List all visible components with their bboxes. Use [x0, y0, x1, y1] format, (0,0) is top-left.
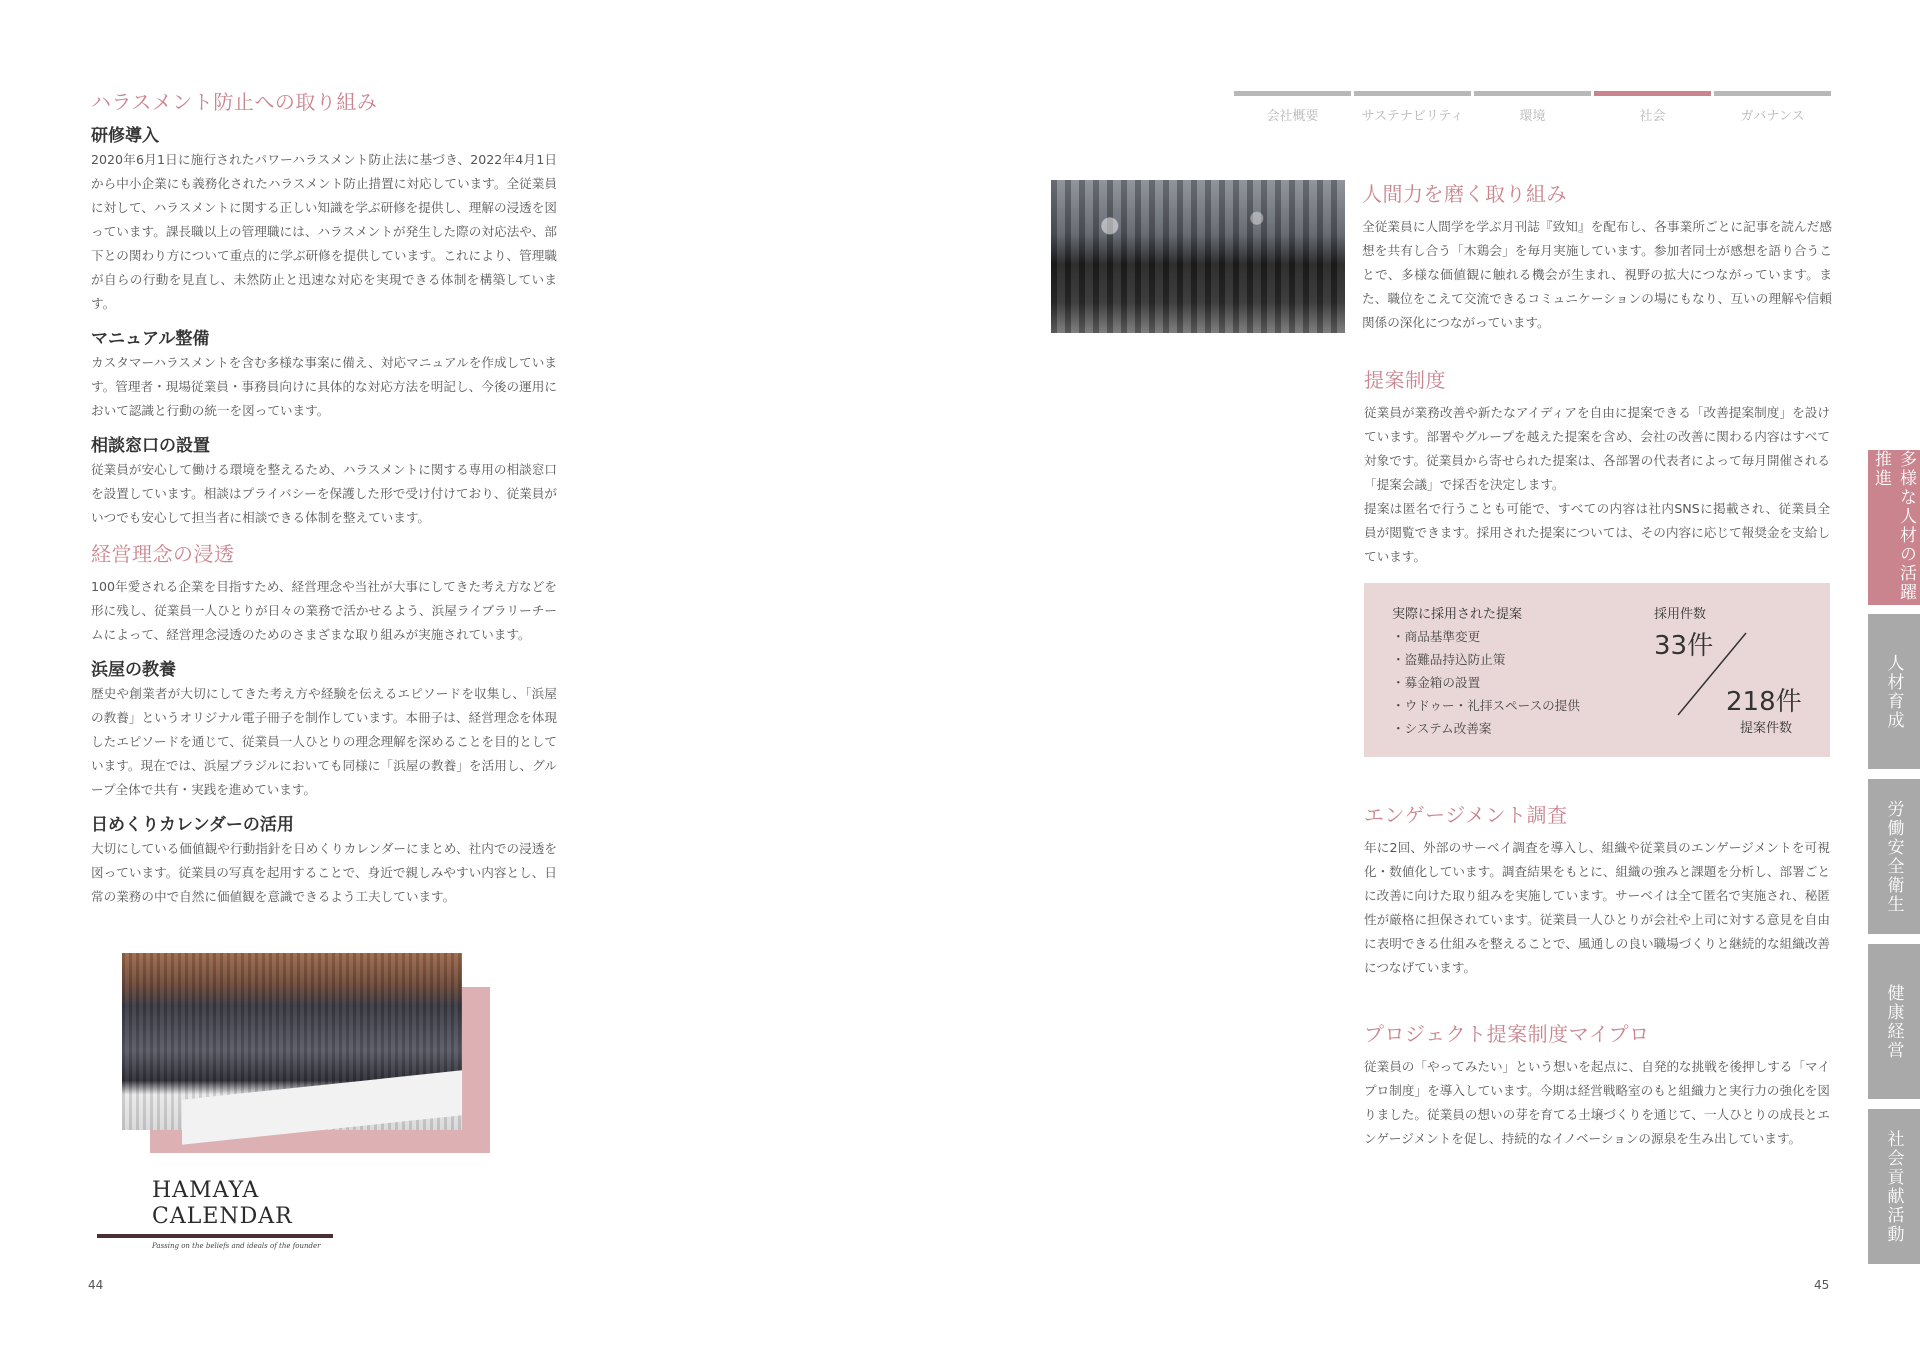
kyoyo-block [91, 655, 557, 802]
side-tab-development[interactable]: 人材育成 [1868, 614, 1920, 769]
adopted-count-value: 33件 [1654, 631, 1714, 661]
proposal-count-value: 218件 [1726, 687, 1802, 717]
philosophy-section [91, 538, 557, 909]
adopted-item: ・商品基準変更 [1392, 629, 1481, 644]
nav-tab-label: 環境 [1519, 109, 1546, 124]
nav-tab-bar [1234, 91, 1351, 96]
right-page-content [1364, 364, 1830, 1151]
adopted-list-title: 実際に採用された提案 [1392, 607, 1523, 622]
nav-tab-social[interactable] [1594, 91, 1711, 124]
proposal-title: 提案制度 [1364, 368, 1446, 392]
consult-block [91, 431, 557, 530]
training-text: 2020年6月1日に施行されたパワーハラスメント防止法に基づき、2022年4月1日から中小企業にも義務化されたハラスメント防止措置に対応しています。全従業員に対して、ハラスメントに関する正しい知識を学ぶ研修を提供し、理解の浸透を図っています。課長職以上の管理職には、ハラスメントが発生した際の対応法や、部下との関わり方について重点的に学ぶ研修を提供しています。これにより、管理職が自らの行動を見直し、未然防止と迅速な対応を実現できる体制を構築しています。 [91, 152, 558, 311]
adopted-item: ・システム改善案 [1392, 721, 1492, 736]
nav-tab-company[interactable] [1234, 91, 1351, 124]
nav-tab-sustainability[interactable] [1354, 91, 1471, 124]
calendar-text: 大切にしている価値観や行動指針を日めくりカレンダーにまとめ、社内での浸透を図っています。従業員の写真を起用することで、身近で親しみやすい内容とし、日常の業務の中で自然に価値観を意識できるよう工夫しています。 [91, 841, 557, 904]
human-text: 全従業員に人間学を学ぶ月刊誌『致知』を配布し、各事業所ごとに記事を読んだ感想を共有し合う「木鶏会」を毎月実施しています。参加者同士が感想を語り合うことで、多様な価値観に触れる機会が生まれ、視野の拡大につながっています。また、職位をこえて交流できるコミュニケーションの場にもなり、互いの理解や信頼関係の深化につながっています。 [1362, 219, 1832, 330]
nav-tab-bar [1474, 91, 1591, 96]
nav-tab-label: 会社概要 [1266, 109, 1319, 124]
calendar-heading: 日めくりカレンダーの活用 [91, 815, 294, 835]
logo-rule [97, 1234, 333, 1238]
engagement-text: 年に2回、外部のサーベイ調査を導入し、組織や従業員のエンゲージメントを可視化・数値化しています。調査結果をもとに、組織の強みと課題を分析し、部署ごとに改善に向けた取り組みを実施しています。サーベイは全て匿名で実施され、秘匿性が厳格に担保されています。従業員一人ひとりが会社や上司に対する意見を自由に表明できる仕組みを整えることで、風通しの良い職場づくりと継続的な組織改善につなげています。 [1364, 840, 1830, 975]
human-title: 人間力を磨く取り組み [1362, 182, 1567, 206]
human-section [1362, 178, 1832, 335]
kyoyo-text: 歴史や創業者が大切にしてきた考え方や経験を伝えるエピソードを収集し、「浜屋の教養」というオリジナル電子冊子を制作しています。本冊子は、経営理念を体現したエピソードを通じて、従業員一人ひとりの理念理解を深めることを目的としています。現在では、浜屋ブラジルにおいても同様に「浜屋の教養」を活用し、グループ全体で共有・実践を進めています。 [91, 686, 557, 797]
mypro-section [1364, 1018, 1830, 1151]
adopted-item: ・ウドゥー・礼拝スペースの提供 [1392, 698, 1580, 713]
mypro-title: プロジェクト提案制度マイプロ [1364, 1022, 1650, 1046]
page-number-right: 45 [1814, 1278, 1830, 1292]
left-page-content [91, 86, 557, 917]
ceremony-photo-composite [122, 953, 492, 1153]
nav-tab-environment[interactable] [1474, 91, 1591, 124]
section-nav [1234, 91, 1831, 124]
consult-heading: 相談窓口の設置 [91, 436, 210, 456]
hamaya-calendar-logo [97, 1178, 337, 1248]
nav-tab-bar [1714, 91, 1831, 96]
side-tab-safety[interactable]: 労働安全衛生 [1868, 779, 1920, 934]
consult-text: 従業員が安心して働ける環境を整えるため、ハラスメントに関する専用の相談窓口を設置しています。相談はプライバシーを保護した形で受け付けており、従業員がいつでも安心して担当者に相談できる体制を整えています。 [91, 462, 557, 525]
adopted-count-label: 採用件数 [1654, 607, 1707, 622]
nav-tab-label: サステナビリティ [1361, 109, 1464, 124]
ceremony-photo [122, 953, 462, 1130]
mypro-text: 従業員の「やってみたい」という想いを起点に、自発的な挑戦を後押しする「マイプロ制度」を導入しています。今期は経営戦略室のもと組織力と実行力の強化を図りました。従業員の想いの芽を育てる土壌づくりを通じて、一人ひとりの成長とエンゲージメントを促し、持続的なイノベーションの源泉を生み出しています。 [1364, 1059, 1830, 1146]
nav-tab-label: 社会 [1639, 109, 1666, 124]
manual-heading: マニュアル整備 [91, 329, 210, 349]
logo-line1: HAMAYA [152, 1178, 260, 1203]
kyoyo-heading: 浜屋の教養 [91, 660, 176, 680]
logo-line2: CALENDAR [152, 1204, 293, 1229]
nav-tab-bar [1594, 91, 1711, 96]
adopted-item: ・盗難品持込防止策 [1392, 652, 1506, 667]
side-tab-health[interactable]: 健康経営 [1868, 944, 1920, 1099]
nav-tab-bar [1354, 91, 1471, 96]
nav-tab-governance[interactable] [1714, 91, 1831, 124]
proposal-section [1364, 364, 1830, 757]
training-block [91, 121, 557, 316]
calendar-block [91, 810, 557, 909]
adopted-item: ・募金箱の設置 [1392, 675, 1481, 690]
harassment-title: ハラスメント防止への取り組み [91, 90, 378, 114]
side-tab-diversity[interactable]: 多様な人材の活躍推進 [1868, 450, 1920, 605]
proposal-count-label: 提案件数 [1740, 721, 1793, 736]
manual-text: カスタマーハラスメントを含む多様な事案に備え、対応マニュアルを作成しています。管理者・現場従業員・事務員向けに具体的な対応方法を明記し、今後の運用において認識と行動の統一を図っています。 [91, 355, 557, 418]
nav-tab-label: ガバナンス [1740, 109, 1805, 124]
training-heading: 研修導入 [91, 126, 159, 146]
proposal-stats-box [1364, 583, 1830, 757]
page-number-left: 44 [88, 1278, 104, 1292]
engagement-title: エンゲージメント調査 [1364, 803, 1568, 827]
engagement-section [1364, 799, 1830, 980]
philosophy-intro: 100年愛される企業を目指すため、経営理念や当社が大事にしてきた考え方などを形に残し、従業員一人ひとりが日々の業務で活かせるよう、浜屋ライブラリーチームによって、経営理念浸透のためのさまざまな取り組みが実施されています。 [91, 579, 557, 642]
manual-block [91, 324, 557, 423]
logo-tagline: Passing on the beliefs and ideals of the founder [152, 1242, 321, 1250]
side-tab-community[interactable]: 社会貢献活動 [1868, 1109, 1920, 1264]
philosophy-title: 経営理念の浸透 [91, 542, 235, 566]
proposal-text-2: 提案は匿名で行うことも可能で、すべての内容は社内SNSに掲載され、従業員全員が閲覧できます。採用された提案については、その内容に応じて報奨金を支給しています。 [1364, 501, 1830, 564]
proposal-text-1: 従業員が業務改善や新たなアイディアを自由に提案できる「改善提案制度」を設けています。部署やグループを越えた提案を含め、会社の改善に関わる内容はすべて対象です。従業員から寄せられた提案は、各部署の代表者によって毎月開催される「提案会議」で採否を決定します。 [1364, 405, 1830, 492]
team-photo [1051, 180, 1345, 333]
